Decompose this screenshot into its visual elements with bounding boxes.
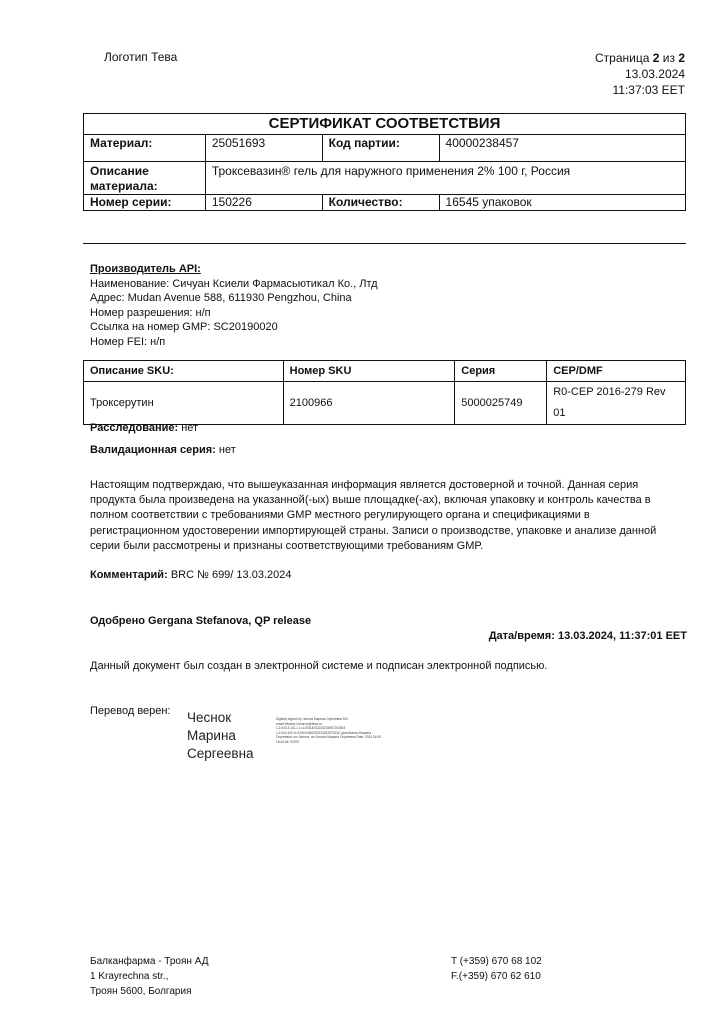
validation-line: Валидационная серия: нет [90,444,236,456]
table-row [84,382,686,425]
material-label: Материал: [84,135,206,162]
series-value: 150226 [205,195,322,211]
footer-address [90,954,208,999]
batch-label: Код партии: [322,135,439,162]
electronic-signature-note: Данный документ был создан в электронной системе и подписан электронной подписью. [90,660,548,672]
certificate-table [83,113,686,211]
logo-placeholder: Логотип Тева [104,50,178,64]
footer-company: Балканфарма - Троян АД [90,956,209,967]
manufacturer-fei: Номер FEI: н/п [90,335,166,348]
header-date: 13.03.2024 [624,67,685,81]
page-header-info [595,50,685,98]
quantity-label: Количество: [322,195,439,211]
manufacturer-block [90,262,378,350]
series-label: Номер серии: [84,195,206,211]
approval-line: Одобрено Gergana Stefanova, QP release [90,615,312,627]
sku-cep: R0-CEP 2016-279 Rev 01 [547,382,686,425]
batch-value: 40000238457 [439,135,685,162]
manufacturer-address: Адрес: Mudan Avenue 588, 611930 Pengzhou, China [90,292,352,305]
footer-phone: T (+359) 670 68 102 [451,956,542,967]
footer-fax: F.(+359) 670 62 610 [451,971,541,982]
description-label: Описание материала: [84,162,206,195]
sku-number: 2100966 [283,382,455,425]
sku-description: Троксерутин [84,382,284,425]
sku-header-cep: CEP/DMF [547,361,686,382]
header-time: 11:37:03 EET [612,83,685,97]
quantity-value: 16545 упаковок [439,195,685,211]
approval-datetime: Дата/время: 13.03.2024, 11:37:01 EET [488,630,687,642]
description-value: Троксевазин® гель для наружного применения 2% 100 г, Россия [205,162,685,195]
manufacturer-name: Наименование: Сичуан Ксиели Фармасьютикал Ко., Лтд [90,277,378,290]
footer-street: 1 Krayrechna str., [90,971,169,982]
digital-signature-details: Digitally signed by Чеснок Марина Сергеевна DN: email=Marina.Chesnok@teva.ru, 1.2.643.3.131.1.1=120014032233233557203503 1.2.643.100.3=120011665202233433373232, givenName=Марина Сергеевна, sn=Чеснок, cn=Чеснок Марина Сергеевна Date: 2024.04.05 16:40:46 +03'00' [276,717,381,744]
certificate-title: СЕРТИФИКАТ СООТВЕТСТВИЯ [84,114,686,135]
page-number: Страница 2 из 2 [594,51,685,65]
footer-contacts [451,954,542,984]
manufacturer-heading: Производитель API: [90,263,201,275]
sku-header-series: Серия [455,361,547,382]
sku-header-description: Описание SKU: [84,361,284,382]
comment-line: Комментарий: BRC № 699/ 13.03.2024 [90,569,292,581]
sku-table-header [84,361,686,382]
footer-city: Троян 5600, Болгария [90,986,192,997]
investigation-line: Расследование: нет [90,422,199,434]
sku-header-number: Номер SKU [283,361,455,382]
manufacturer-gmp: Ссылка на номер GMP: SC20190020 [90,321,278,334]
manufacturer-permit: Номер разрешения: н/п [90,306,211,319]
compliance-statement: Настоящим подтверждаю, что вышеуказанная информация является достоверной и точной. Данная серия продукта была произведена на указанной(-ых) выше площадке(-ах), включая упаковку и контроль качества в полном соответствии с требованиями GMP местного регулирующего органа и спецификациями в регистрационном удостоверении импортирующей страны. Записи о производстве, упаковке и анализе данной серии были рассмотрены и признаны соответствующими требованиям GMP. [90,479,657,552]
section-divider [83,243,686,244]
material-value: 25051693 [205,135,322,162]
sku-table [83,360,686,425]
translator-signature: Чеснок Марина Сергеевна [187,710,254,761]
sku-series: 5000025749 [455,382,547,425]
translation-label: Перевод верен: [90,705,171,717]
